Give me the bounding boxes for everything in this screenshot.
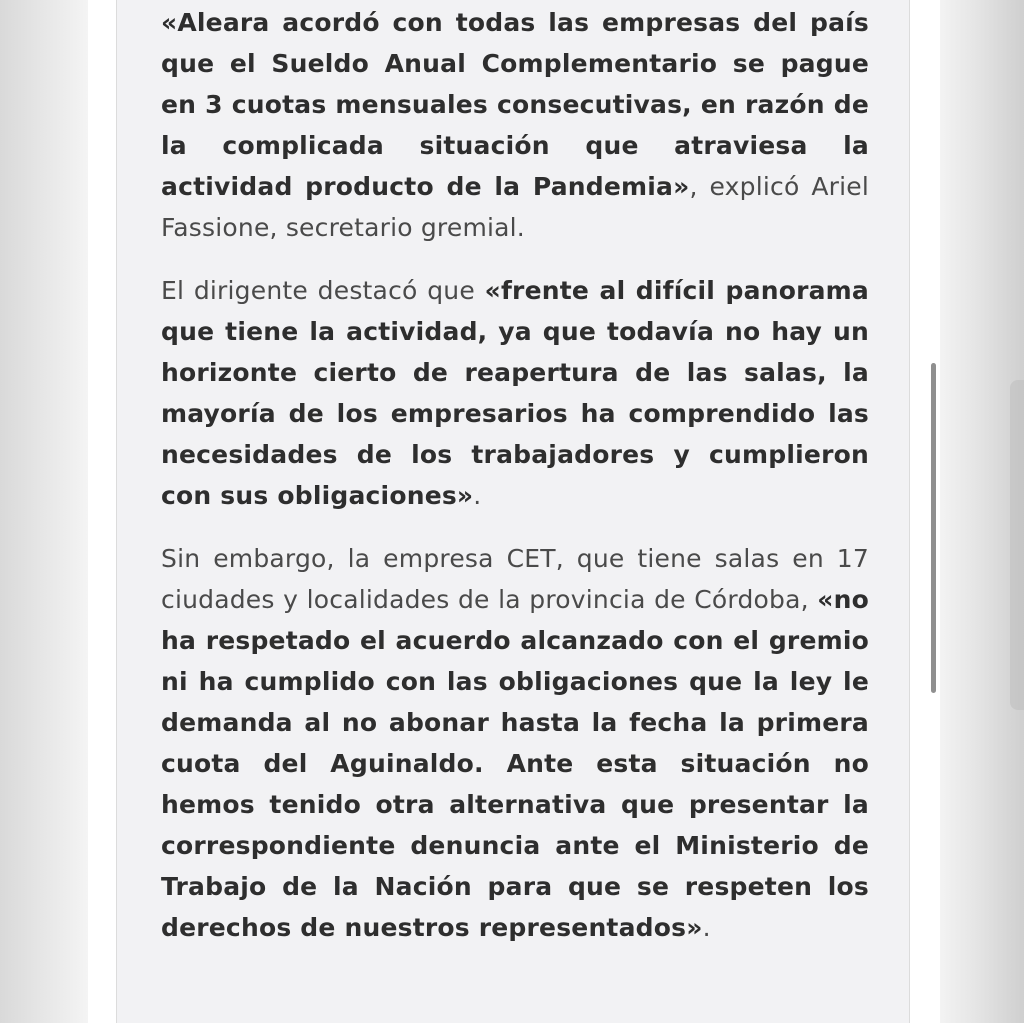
background-left-edge — [0, 0, 88, 1023]
article-paragraph-1 — [161, 2, 869, 248]
paragraph-2-lead: El dirigente destacó que — [161, 276, 485, 305]
paragraph-3-lead: Sin embargo, la empresa CET, que tiene salas en 17 ciudades y localidades de la provincia de Córdoba, — [161, 544, 869, 614]
paragraph-3-tail: . — [702, 913, 711, 942]
paragraph-3-quote: «no ha respetado el acuerdo alcanzado con el gremio ni ha cumplido con las obligaciones que la ley le demanda al no abonar hasta la fecha la primera cuota del Aguinaldo. Ante esta situación no hemos tenido otra alternativa que presentar la correspondiente denuncia ante el Ministerio de Trabajo de la Nación para que se respeten los derechos de nuestros representados» — [161, 585, 869, 942]
article-paragraph-3 — [161, 538, 869, 948]
device-side-edge — [1010, 380, 1024, 710]
background-right-edge — [940, 0, 1024, 1023]
paragraph-1-attribution: , explicó Ariel Fassione, secretario gremial. — [161, 172, 869, 242]
paragraph-2-quote: «frente al difícil panorama que tiene la actividad, ya que todavía no hay un horizonte cierto de reapertura de las salas, la mayoría de los empresarios ha comprendido las necesidades de los trabajadores y cumplieron con sus obligaciones» — [161, 276, 869, 510]
vertical-scrollbar[interactable] — [931, 363, 936, 693]
page-frame — [88, 0, 940, 1023]
article-body — [161, 0, 869, 970]
article-panel — [116, 0, 910, 1023]
paragraph-2-tail: . — [473, 481, 482, 510]
paragraph-1-quote: «Aleara acordó con todas las empresas del país que el Sueldo Anual Complementario se pague en 3 cuotas mensuales consecutivas, en razón de la complicada situación que atraviesa la actividad producto de la Pandemia» — [161, 8, 869, 201]
article-paragraph-2 — [161, 270, 869, 516]
